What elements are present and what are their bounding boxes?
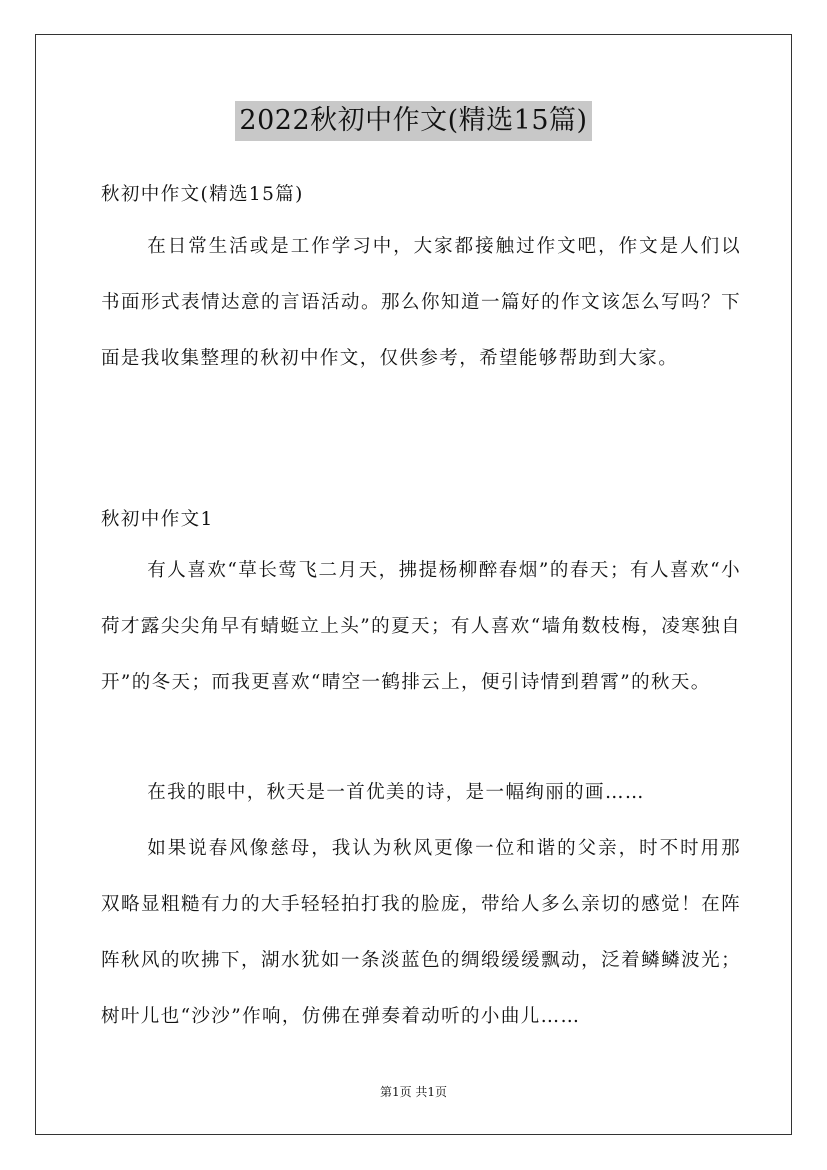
page-footer: 第1页 共1页 (379, 1085, 448, 1099)
body-paragraph: 在我的眼中，秋天是一首优美的诗，是一幅绚丽的画…… (147, 782, 645, 803)
intro-paragraph: 在日常生活或是工作学习中，大家都接触过作文吧，作文是人们以书面形式表情达意的言语活动。那么你知道一篇好的作文该怎么写吗？下面是我收集整理的秋初中作文，仅供参考，希望能够帮助到大家。 (101, 236, 741, 369)
body-paragraph: 如果说春风像慈母，我认为秋风更像一位和谐的父亲，时不时用那双略显粗糙有力的大手轻轻拍打我的脸庞，带给人多么亲切的感觉！在阵阵秋风的吹拂下，湖水犹如一条淡蓝色的绸缎缓缓飘动，泛着鳞鳞波光；树叶儿也“沙沙”作响，仿佛在弹奏着动听的小曲儿…… (101, 838, 741, 1027)
title-container (0, 101, 827, 141)
body-paragraph: 有人喜欢“草长莺飞二月天，拂提杨柳醉春烟”的春天；有人喜欢“小荷才露尖尖角早有蜻蜓立上头”的夏天；有人喜欢“墙角数枝梅，凌寒独自开”的冬天；而我更喜欢“晴空一鹤排云上，便引诗情到碧霄”的秋天。 (101, 560, 741, 693)
section-heading: 秋初中作文1 (101, 509, 214, 530)
document-subtitle: 秋初中作文(精选15篇) (101, 184, 304, 205)
document-title: 2022秋初中作文(精选15篇) (235, 101, 591, 141)
